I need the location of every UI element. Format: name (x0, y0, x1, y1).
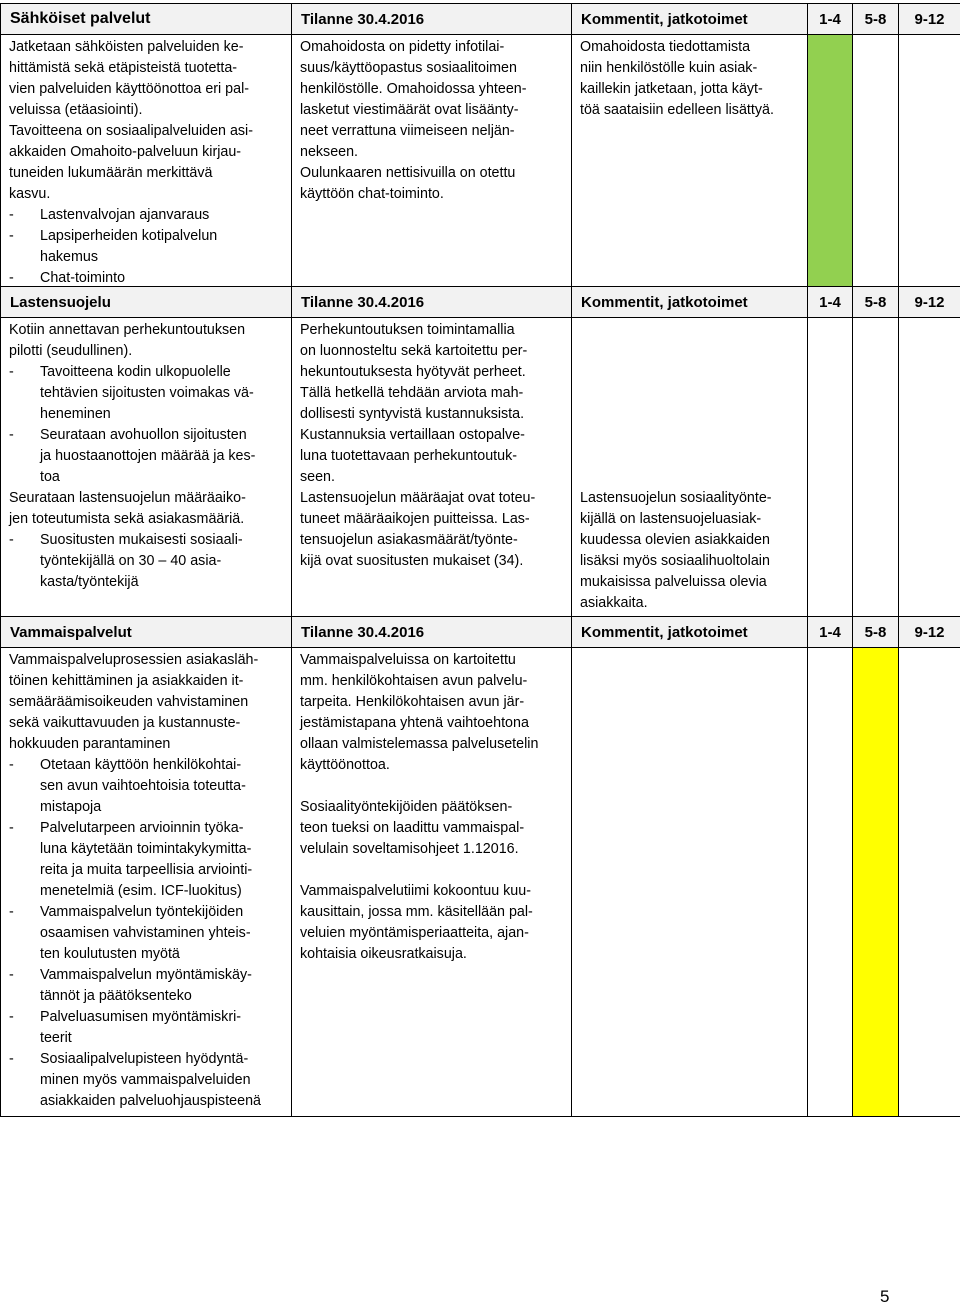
comment-text-2: Lastensuojelun sosiaalityönte- kijällä on lastensuojeluasiak- kuudessa olevien asiakkaiden lisäksi myös sosiaalihuoltolain mukaisissa palveluissa olevia asiakkaita. (580, 488, 799, 614)
section-header (1, 4, 960, 35)
goal-bullet: - Chat-toiminto (9, 268, 283, 289)
section-header (1, 617, 960, 648)
status-paragraph: Sosiaalityöntekijöiden päätöksen- teon tueksi on laadittu vammaispal- velulain soveltamisohjeet 1.12016. (300, 797, 563, 860)
goal-intro: Kotiin annettavan perhekuntoutuksen pilotti (seudullinen). (9, 320, 283, 362)
goal-bullet: - Palvelutarpeen arvioinnin työka- luna käytetään toimintakykymitta- reita ja muita tarpeellisia arviointi- menetelmiä (esim. ICF-luokitus) (9, 818, 283, 902)
status-empty (899, 318, 960, 619)
section-row (1, 648, 960, 1117)
status-cell (292, 35, 572, 294)
goal-bullet: - Suositusten mukaisesti sosiaali- työntekijällä on 30 – 40 asia- kasta/työntekijä (9, 530, 283, 593)
status-empty (899, 35, 960, 294)
comment-cell (572, 318, 808, 619)
status-paragraph: Vammaispalveluissa on kartoitettu mm. henkilökohtaisen avun palvelu- tarpeita. Henkilökohtaisen avun jär- jestämistapana yhtenä vaihtoehtona ollaan valmistelemassa palvelusetelin käyttöönottoa. (300, 650, 563, 776)
goal-bullets (9, 755, 283, 1112)
range-label-9-12: 9-12 (899, 4, 960, 35)
goal-bullets (9, 362, 283, 488)
goal-cell (1, 318, 292, 619)
status-empty (853, 318, 899, 619)
range-label-9-12: 9-12 (899, 617, 960, 648)
goal-bullet: - Tavoitteena kodin ulkopuolelle tehtävien sijoitusten voimakas vä- heneminen (9, 362, 283, 425)
section-sahkoiset-palvelut (0, 3, 960, 294)
page-number: 5 (880, 1287, 889, 1307)
status-empty (808, 648, 853, 1117)
goal-bullet: - Seurataan avohuollon sijoitusten ja huostaanottojen määrää ja kes- toa (9, 425, 283, 488)
goal-bullets-2 (9, 530, 283, 593)
range-label-1-4: 1-4 (808, 4, 853, 35)
status-text: Omahoidosta on pidetty infotilai- suus/käyttöopastus sosiaalitoimen henkilöstölle. Omahoidossa yhteen- lasketut viestimäärät ovat lisäänty- neet verrattuna viimeiseen neljän- nekseen. Oulunkaaren nettisivuilla on otettu käyttöön chat-toiminto. (300, 37, 563, 205)
range-label-1-4: 1-4 (808, 617, 853, 648)
goal-intro: Vammaispalveluprosessien asiakasläh- töinen kehittäminen ja asiakkaiden it- semääräämisoikeuden vahvistaminen sekä vaikuttavuuden ja kustannuste- hokkuuden parantaminen (9, 650, 283, 755)
comment-cell (572, 648, 808, 1117)
section-vammaispalvelut (0, 616, 960, 1117)
range-label-5-8: 5-8 (853, 617, 899, 648)
goal-bullet: - Lapsiperheiden kotipalvelun hakemus (9, 226, 283, 268)
goal-bullet: - Vammaispalvelun työntekijöiden osaamisen vahvistaminen yhteis- ten koulutusten myötä (9, 902, 283, 965)
status-indicator-green (808, 35, 853, 294)
comment-spacer (580, 320, 799, 488)
goal-cell (1, 35, 292, 294)
status-text-2: Lastensuojelun määräajat ovat toteu- tuneet määräaikojen puitteissa. Las- tensuojelun asiakasmäärät/työnte- kijä ovat suositusten mukaiset (34). (300, 488, 563, 572)
status-empty (808, 318, 853, 619)
status-column-label: Tilanne 30.4.2016 (292, 287, 572, 318)
goal-intro: Jatketaan sähköisten palveluiden ke- hittämistä sekä etäpisteistä tuotetta- vien palveluiden käyttöönottoa eri pal- veluissa (etäasiointi). Tavoitteena on sosiaalipalveluiden asi- akkaiden Omahoito-palveluun kirjau- tuneiden lukumäärän merkittävä kasvu. (9, 37, 283, 205)
status-column-label: Tilanne 30.4.2016 (292, 4, 572, 35)
comment-column-label: Kommentit, jatkotoimet (572, 4, 808, 35)
section-title: Lastensuojelu (1, 287, 292, 318)
comment-text: Omahoidosta tiedottamista niin henkilöstölle kuin asiak- kaillekin jatketaan, jotta käyt- töä saataisiin edelleen lisättyä. (580, 37, 799, 121)
range-label-5-8: 5-8 (853, 4, 899, 35)
goal-bullet: - Vammaispalvelun myöntämiskäy- tännöt ja päätöksenteko (9, 965, 283, 1007)
goal-bullet: - Palveluasumisen myöntämiskri- teerit (9, 1007, 283, 1049)
goal-bullets (9, 205, 283, 289)
section-title: Vammaispalvelut (1, 617, 292, 648)
status-text: Perhekuntoutuksen toimintamallia on luonnosteltu sekä kartoitettu per- hekuntoutuksesta hyötyvät perheet. Tällä hetkellä tehdään arviota mah- dollisesti syntyvistä kustannuksista. Kustannuksia vertaillaan ostopalve- luna tuotettavaan perhekuntoutuk- seen. (300, 320, 563, 488)
comment-column-label: Kommentit, jatkotoimet (572, 617, 808, 648)
goal-bullet: - Lastenvalvojan ajanvaraus (9, 205, 283, 226)
range-label-1-4: 1-4 (808, 287, 853, 318)
range-label-5-8: 5-8 (853, 287, 899, 318)
range-label-9-12: 9-12 (899, 287, 960, 318)
status-empty (853, 35, 899, 294)
status-column-label: Tilanne 30.4.2016 (292, 617, 572, 648)
goal-bullet: - Sosiaalipalvelupisteen hyödyntä- minen myös vammaispalveluiden asiakkaiden palveluohjauspisteenä (9, 1049, 283, 1112)
status-indicator-yellow (853, 648, 899, 1117)
section-lastensuojelu (0, 286, 960, 619)
goal-intro-2: Seurataan lastensuojelun määräaiko- jen toteutumista sekä asiakasmääriä. (9, 488, 283, 530)
comment-cell (572, 35, 808, 294)
section-row (1, 318, 960, 619)
goal-bullet: - Otetaan käyttöön henkilökohtai- sen avun vaihtoehtoisia toteutta- mistapoja (9, 755, 283, 818)
status-cell (292, 318, 572, 619)
status-empty (899, 648, 960, 1117)
section-header (1, 287, 960, 318)
comment-column-label: Kommentit, jatkotoimet (572, 287, 808, 318)
goal-cell (1, 648, 292, 1117)
status-paragraph: Vammaispalvelutiimi kokoontuu kuu- kausittain, jossa mm. käsitellään pal- veluien myöntämisperiaatteita, ajan- kohtaisia oikeusratkaisuja. (300, 881, 563, 965)
section-title: Sähköiset palvelut (1, 4, 292, 35)
status-cell (292, 648, 572, 1117)
section-row (1, 35, 960, 294)
